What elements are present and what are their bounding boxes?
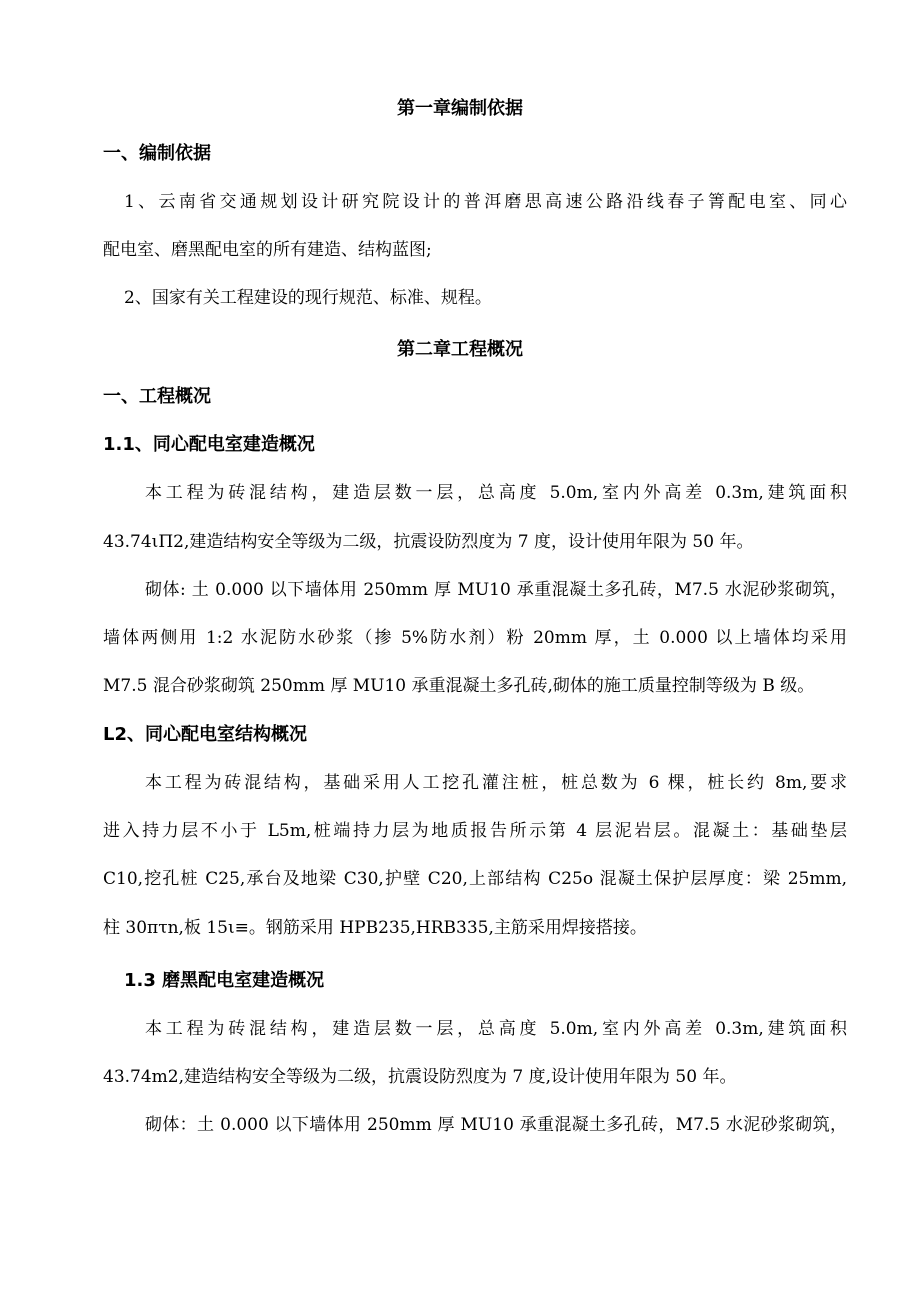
section-1-heading: 一、编制依据 — [103, 143, 211, 164]
sub-1-1-para-2-line-1: 砌体: 土 0.000 以下墙体用 250mm 厚 MU10 承重混凝土多孔砖，M7.5 水泥砂浆砌筑， — [145, 580, 847, 600]
section-2-heading: 一、工程概况 — [103, 386, 211, 407]
sub-1-2-para-1-line-1: 本工程为砖混结构，基础采用人工挖孔灌注桩，桩总数为 6 棵，桩长约 8m,要求 — [145, 773, 847, 793]
subsection-1-1-heading: 1.1、同心配电室建造概况 — [103, 434, 315, 455]
sub-1-3-para-2-line-1: 砌体：土 0.000 以下墙体用 250mm 厚 MU10 承重混凝土多孔砖，M7.5 水泥砂浆砌筑， — [145, 1115, 847, 1135]
sub-1-1-para-1-line-1: 本工程为砖混结构，建造层数一层，总高度 5.0m,室内外高差 0.3m,建筑面积 — [145, 483, 847, 503]
chapter-2-title: 第二章工程概况 — [397, 339, 523, 360]
sub-1-2-para-1-line-2: 进入持力层不小于 L5m,桩端持力层为地质报告所示第 4 层泥岩层。混凝土：基础垫层 — [103, 821, 847, 841]
sub-1-2-para-1-line-3: C10,挖孔桩 C25,承台及地梁 C30,护壁 C20,上部结构 C25o 混凝土保护层厚度：梁 25mm, — [103, 869, 847, 889]
sub-1-1-para-2-line-3: M7.5 混合砂浆砌筑 250mm 厚 MU10 承重混凝土多孔砖,砌体的施工质量控制等级为 B 级。 — [103, 676, 815, 696]
sub-1-2-para-1-line-4: 柱 30πτn,板 15ι≡。钢筋采用 HPB235,HRB335,主筋采用焊接搭接。 — [103, 918, 647, 938]
sub-1-3-para-1-line-1: 本工程为砖混结构，建造层数一层，总高度 5.0m,室内外高差 0.3m,建筑面积 — [145, 1019, 847, 1039]
subsection-1-2-heading: L2、同心配电室结构概况 — [103, 724, 307, 745]
sub-1-1-para-1-line-2: 43.74ιΠ2,建造结构安全等级为二级，抗震设防烈度为 7 度，设计使用年限为 50 年。 — [103, 532, 754, 552]
sub-1-1-para-2-line-2: 墙体两侧用 1:2 水泥防水砂浆（掺 5%防水剂）粉 20mm 厚，土 0.000 以上墙体均采用 — [103, 628, 847, 648]
basis-item-2: 2、国家有关工程建设的现行规范、标准、规程。 — [124, 288, 492, 308]
basis-item-1-line-1: 1、云南省交通规划设计研究院设计的普洱磨思高速公路沿线春子箐配电室、同心 — [124, 192, 847, 212]
chapter-1-title: 第一章编制依据 — [397, 98, 523, 119]
sub-1-3-para-1-line-2: 43.74m2,建造结构安全等级为二级，抗震设防烈度为 7 度,设计使用年限为 50 年。 — [103, 1067, 737, 1087]
basis-item-1-line-2: 配电室、磨黑配电室的所有建造、结构蓝图; — [103, 240, 432, 260]
subsection-1-3-heading: 1.3 磨黑配电室建造概况 — [124, 970, 325, 991]
